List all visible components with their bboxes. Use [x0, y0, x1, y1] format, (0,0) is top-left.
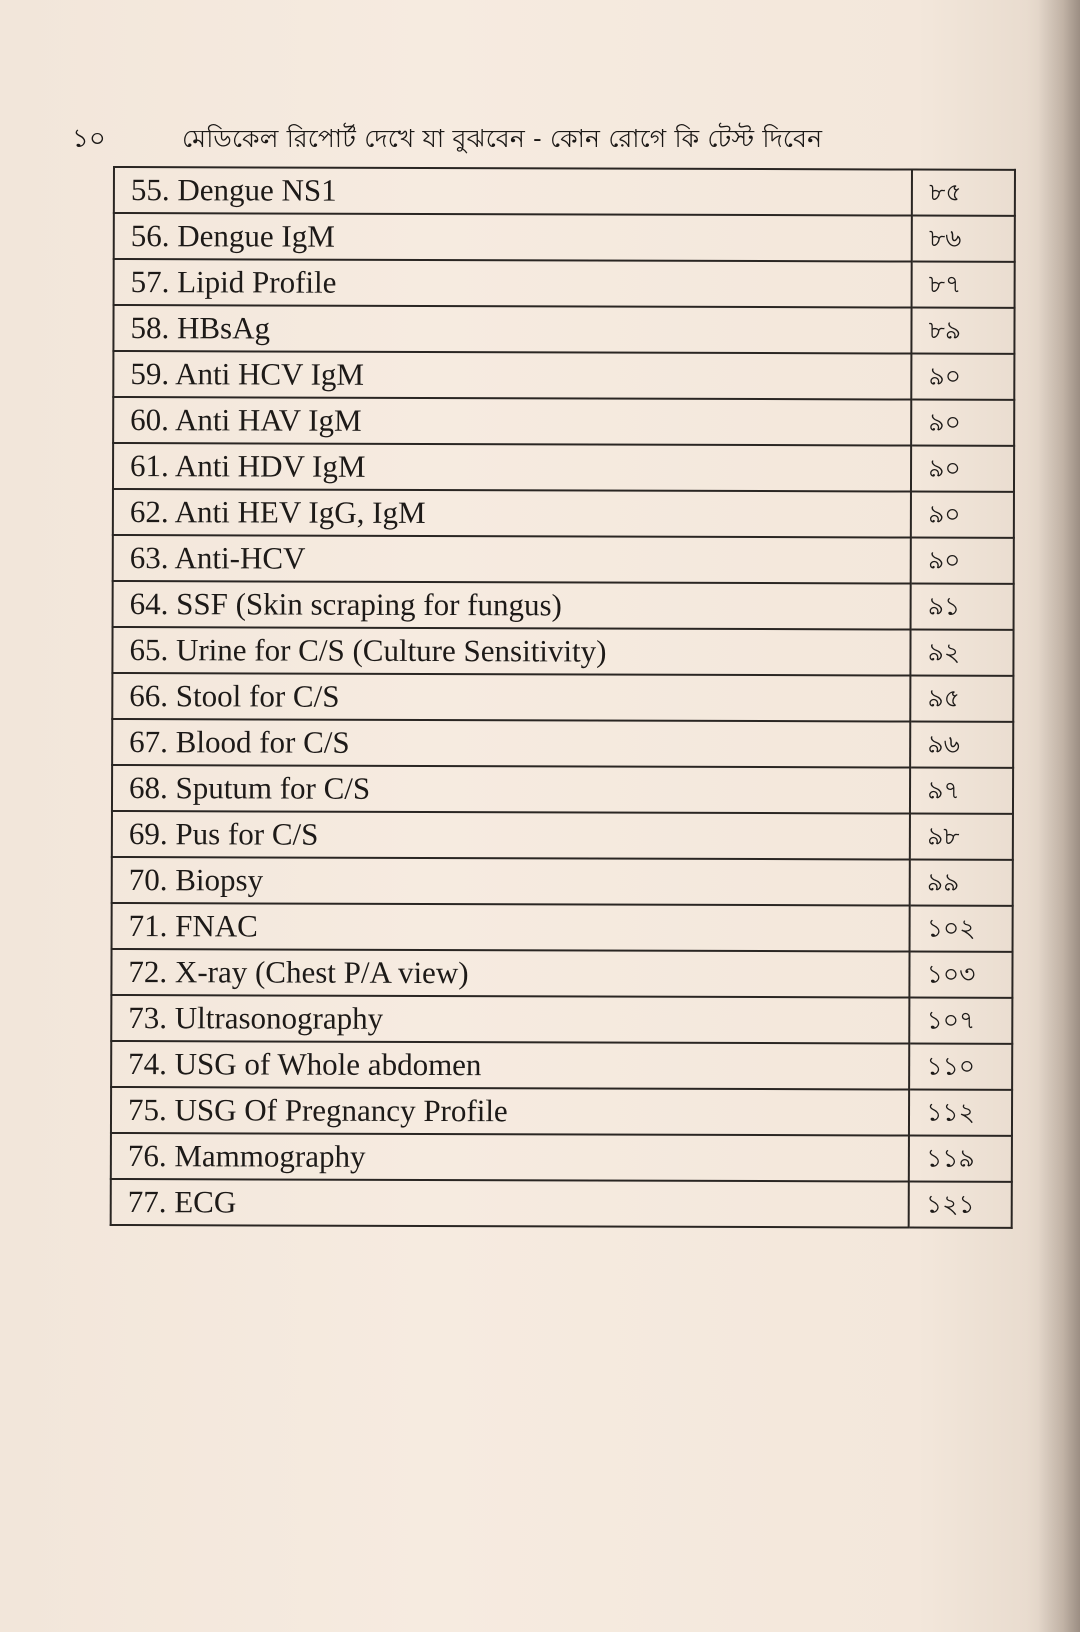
table-row — [112, 857, 1013, 906]
test-name-cell: 71. FNAC — [112, 903, 910, 952]
page-edge-shadow — [1038, 0, 1080, 1632]
page-ref-cell: ৮৯ — [912, 308, 1015, 354]
table-row — [112, 719, 1013, 768]
page-ref-cell: ৯২ — [911, 630, 1014, 676]
table-row — [113, 443, 1014, 492]
test-name-cell: 68. Sputum for C/S — [112, 765, 910, 814]
test-name-cell: 69. Pus for C/S — [112, 811, 910, 860]
table-row — [111, 1087, 1012, 1136]
page-number: ১০ — [72, 124, 106, 154]
page-ref-cell: ৯৯ — [910, 860, 1013, 906]
table-row — [112, 765, 1013, 814]
table-row — [111, 1041, 1012, 1090]
table-row — [111, 949, 1012, 998]
test-name-cell: 72. X-ray (Chest P/A view) — [111, 949, 909, 998]
test-name-cell: 55. Dengue NS1 — [114, 167, 912, 216]
table-row — [113, 581, 1014, 630]
table-row — [111, 995, 1012, 1044]
table-row — [114, 213, 1015, 262]
test-name-cell: 63. Anti-HCV — [113, 535, 911, 584]
page-ref-cell: ৯১ — [911, 584, 1014, 630]
page-ref-cell: ১১২ — [909, 1090, 1012, 1136]
page-ref-cell: ৯০ — [911, 492, 1014, 538]
test-name-cell: 61. Anti HDV IgM — [113, 443, 911, 492]
test-name-cell: 58. HBsAg — [113, 305, 911, 354]
test-name-cell: 75. USG Of Pregnancy Profile — [111, 1087, 909, 1136]
page-ref-cell: ৯৫ — [910, 676, 1013, 722]
page-ref-cell: ৯০ — [911, 538, 1014, 584]
table-row — [113, 489, 1014, 538]
test-name-cell: 65. Urine for C/S (Culture Sensitivity) — [112, 627, 910, 676]
page-ref-cell: ৯০ — [911, 354, 1014, 400]
test-name-cell: 62. Anti HEV IgG, IgM — [113, 489, 911, 538]
table-row — [113, 305, 1014, 354]
test-name-cell: 57. Lipid Profile — [114, 259, 912, 308]
table-row — [111, 1179, 1012, 1228]
page-ref-cell: ৮৭ — [912, 262, 1015, 308]
page-ref-cell: ৮৬ — [912, 216, 1015, 262]
table-row — [112, 903, 1013, 952]
table-row — [113, 397, 1014, 446]
test-name-cell: 74. USG of Whole abdomen — [111, 1041, 909, 1090]
running-title: মেডিকেল রিপোর্ট দেখে যা বুঝবেন - কোন রোগে কি টেস্ট দিবেন — [182, 123, 823, 153]
test-name-cell: 66. Stool for C/S — [112, 673, 910, 722]
test-name-cell: 64. SSF (Skin scraping for fungus) — [113, 581, 911, 630]
test-name-cell: 70. Biopsy — [112, 857, 910, 906]
test-name-cell: 59. Anti HCV IgM — [113, 351, 911, 400]
page-ref-cell: ৯৭ — [910, 768, 1013, 814]
page-ref-cell: ৯৬ — [910, 722, 1013, 768]
page-ref-cell: ৯০ — [911, 446, 1014, 492]
page-ref-cell: ১২১ — [909, 1182, 1012, 1228]
table-row — [111, 1133, 1012, 1182]
test-index-table — [110, 166, 1016, 1229]
page-ref-cell: ৯০ — [911, 400, 1014, 446]
page-ref-cell: ১০২ — [910, 906, 1013, 952]
test-name-cell: 77. ECG — [111, 1179, 909, 1228]
test-name-cell: 76. Mammography — [111, 1133, 909, 1182]
test-name-cell: 60. Anti HAV IgM — [113, 397, 911, 446]
page-ref-cell: ৮৫ — [912, 170, 1015, 216]
test-name-cell: 73. Ultrasonography — [111, 995, 909, 1044]
page-header — [72, 118, 972, 162]
page-ref-cell: ১১৯ — [909, 1136, 1012, 1182]
page-ref-cell: ১১০ — [909, 1044, 1012, 1090]
page-ref-cell: ৯৮ — [910, 814, 1013, 860]
table-row — [114, 167, 1015, 216]
table-row — [112, 811, 1013, 860]
page-ref-cell: ১০৭ — [909, 998, 1012, 1044]
test-name-cell: 56. Dengue IgM — [114, 213, 912, 262]
table-row — [112, 673, 1013, 722]
table-row — [113, 351, 1014, 400]
table-row — [113, 535, 1014, 584]
table-row — [114, 259, 1015, 308]
page-ref-cell: ১০৩ — [910, 952, 1013, 998]
test-name-cell: 67. Blood for C/S — [112, 719, 910, 768]
table-row — [112, 627, 1013, 676]
